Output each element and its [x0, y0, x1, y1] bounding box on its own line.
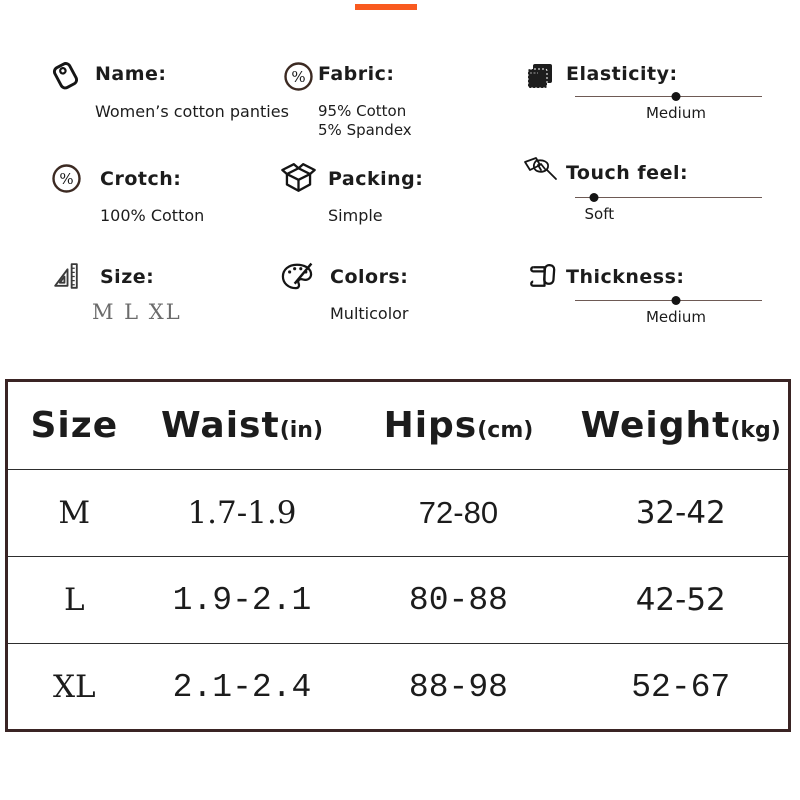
spec-crotch-value: 100% Cotton [100, 206, 205, 225]
spec-colors-value: Multicolor [330, 304, 409, 323]
touch-feel-slider-track [575, 197, 762, 198]
cell-m-size: M [58, 495, 91, 531]
cell-xl-waist: 2.1-2.4 [172, 668, 312, 706]
cell-m-weight: 32-42 [635, 495, 726, 531]
spec-thickness-label: Thickness: [566, 266, 685, 288]
spec-colors [330, 266, 409, 323]
top-accent-bar [355, 4, 417, 10]
spec-crotch [100, 168, 204, 225]
cell-xl-size: XL [52, 669, 96, 705]
spec-packing-value: Simple [328, 206, 383, 225]
percent-circle-icon [50, 162, 83, 195]
spec-touch-feel-label: Touch feel: [566, 162, 689, 184]
elasticity-slider[interactable] [575, 92, 762, 122]
size-chart-header-row [8, 382, 788, 469]
cell-xl-hips: 88-98 [408, 668, 508, 706]
percent-circle-icon [282, 60, 315, 93]
spec-touch-feel [566, 162, 688, 184]
touch-feel-slider-dot[interactable] [589, 193, 598, 202]
table-row-m [8, 469, 788, 556]
header-weight-unit: (kg) [730, 418, 781, 443]
elasticity-slider-dot[interactable] [671, 92, 680, 101]
palette-icon [279, 259, 317, 295]
header-hips: Hips(cm) [383, 405, 534, 446]
touch-feel-slider[interactable] [575, 193, 762, 223]
elasticity-slider-track [575, 96, 762, 97]
spec-packing-label: Packing: [328, 168, 424, 190]
hand-touch-icon [522, 156, 564, 188]
spec-fabric [318, 63, 412, 140]
spec-elasticity-label: Elasticity: [566, 63, 678, 85]
layers-roll-icon [527, 260, 560, 293]
spec-fabric-value-2: 5% Spandex [318, 121, 412, 139]
cell-m-waist: 1.7-1.9 [187, 495, 297, 531]
thickness-slider-track [575, 300, 762, 301]
spec-fabric-label: Fabric: [318, 63, 395, 85]
thickness-slider[interactable] [575, 296, 762, 326]
header-waist-unit: (in) [279, 418, 323, 443]
thickness-value-label: Medium [645, 308, 706, 326]
header-hips-unit: (cm) [477, 418, 534, 443]
spec-fabric-value-1: 95% Cotton [318, 102, 407, 120]
thickness-slider-dot[interactable] [671, 296, 680, 305]
spec-size-value: M L XL [92, 300, 182, 324]
cell-l-weight: 42-52 [635, 582, 726, 618]
spec-packing [328, 168, 423, 225]
spec-elasticity [566, 63, 678, 85]
spec-crotch-label: Crotch: [100, 168, 182, 190]
open-box-icon [280, 159, 317, 196]
cell-m-hips: 72-80 [418, 495, 499, 530]
header-weight: Weight(kg) [580, 405, 781, 446]
header-waist: Waist(in) [160, 405, 323, 446]
cell-xl-weight: 52-67 [631, 668, 731, 706]
ruler-icon [50, 260, 83, 293]
spec-name [95, 63, 289, 121]
spec-thickness [566, 266, 685, 288]
size-chart-table [5, 379, 791, 732]
elasticity-value-label: Medium [645, 104, 706, 122]
svg-text:%: % [291, 68, 306, 86]
price-tag-icon [47, 57, 83, 95]
header-size: Size [30, 405, 119, 446]
touch-feel-value-label: Soft [584, 205, 615, 223]
spec-size [92, 266, 182, 324]
cell-l-waist: 1.9-2.1 [172, 581, 312, 619]
spec-colors-label: Colors: [330, 266, 409, 288]
svg-text:%: % [59, 170, 74, 188]
cell-l-size: L [64, 582, 85, 618]
cell-l-hips: 80-88 [408, 581, 508, 619]
spec-size-label: Size: [100, 266, 155, 288]
fabric-swatch-icon [524, 60, 556, 92]
spec-name-label: Name: [95, 63, 167, 85]
table-row-l [8, 556, 788, 643]
spec-name-value: Women’s cotton panties [95, 102, 289, 121]
table-row-xl [8, 643, 788, 730]
